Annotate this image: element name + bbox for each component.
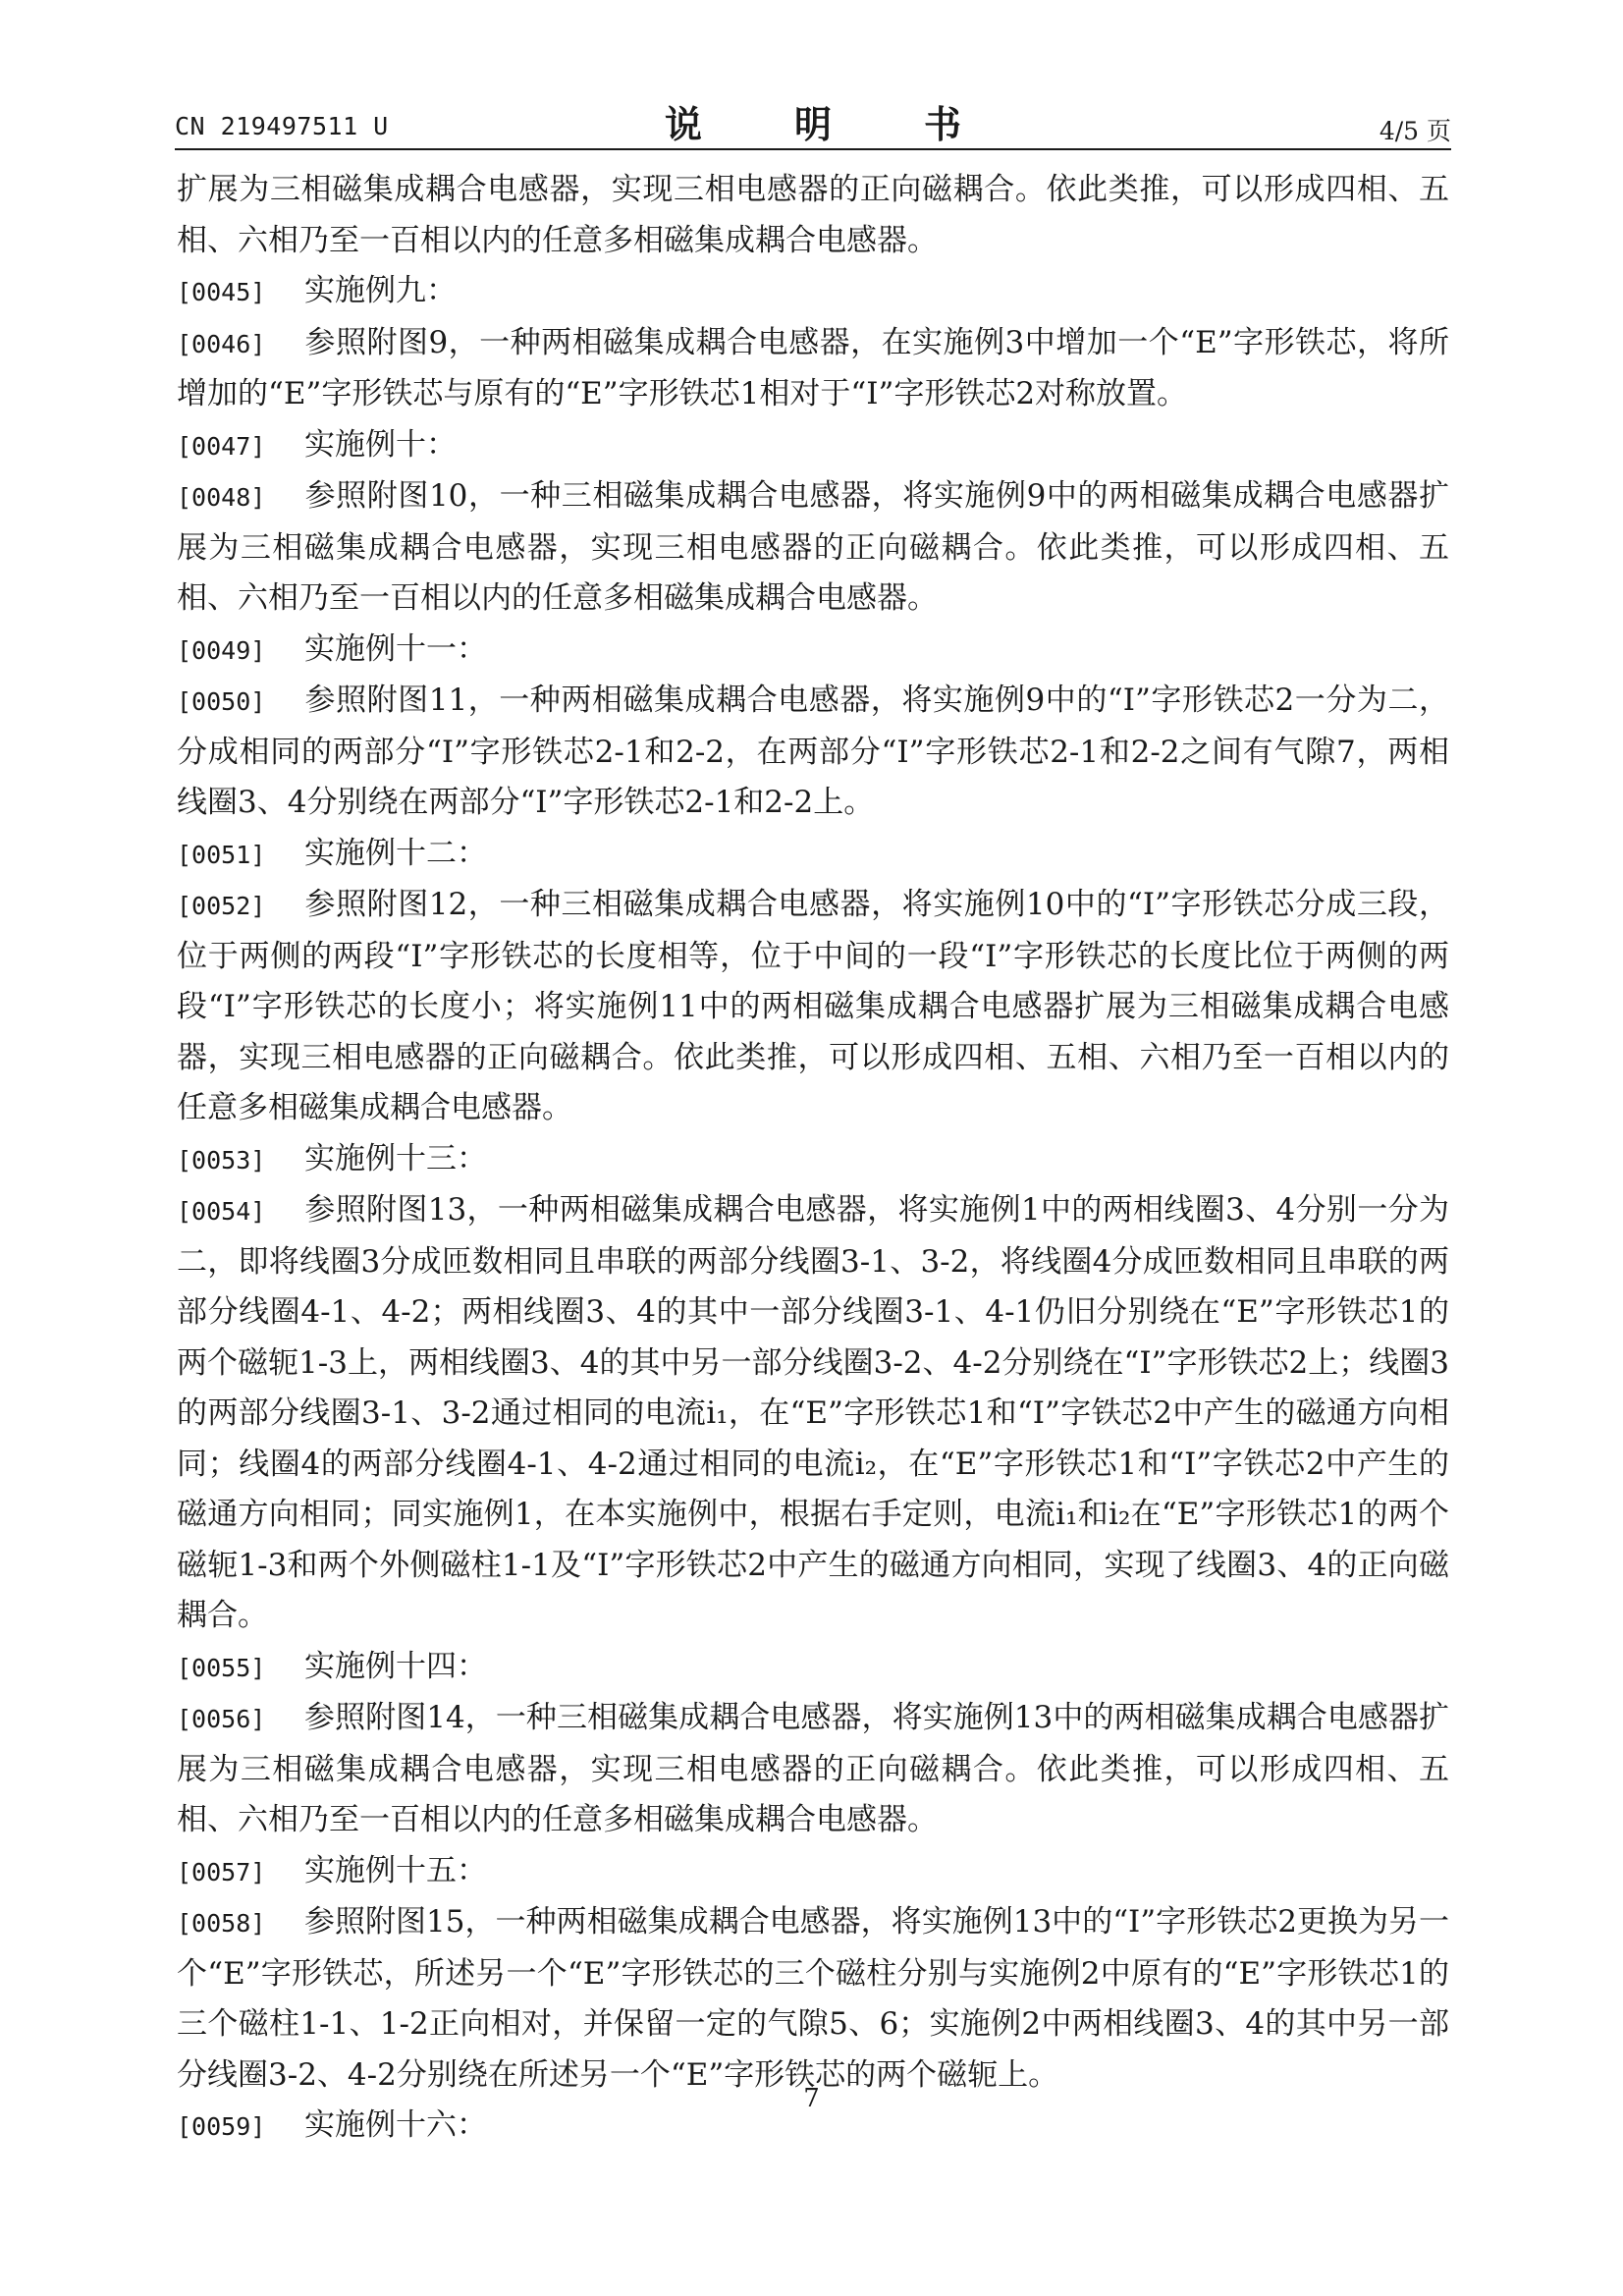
paragraph-text: 参照附图9，一种两相磁集成耦合电感器，在实施例3中增加一个“E”字形铁芯，将所增加的“E”字形铁芯与原有的“E”字形铁芯1相对于“I”字形铁芯2对称放置。 <box>177 324 1449 411</box>
paragraph-text: 实施例十五： <box>304 1852 487 1888</box>
paragraph-number: [0046] <box>177 329 266 358</box>
paragraph-0055 <box>177 1642 1449 1694</box>
document-title: 说 明 书 <box>664 103 989 146</box>
page-header <box>175 90 1451 149</box>
paragraph-text: 参照附图14，一种三相磁集成耦合电感器，将实施例13中的两相磁集成耦合电感器扩展为三相磁集成耦合电感器，实现三相电感器的正向磁耦合。依此类推，可以形成四相、五相、六相乃至一百相以内的任意多相磁集成耦合电感器。 <box>177 1700 1449 1837</box>
paragraph-text: 实施例十六： <box>304 2107 487 2143</box>
paragraph-text: 实施例十三： <box>304 1140 487 1176</box>
paragraph-0056 <box>177 1693 1449 1846</box>
page-count: 4/5 页 <box>1379 117 1451 145</box>
header-divider <box>175 148 1451 150</box>
paragraph-number: [0045] <box>177 278 266 306</box>
paragraph-number: [0056] <box>177 1705 266 1733</box>
paragraph-number: [0054] <box>177 1197 266 1226</box>
paragraph-text: 实施例十二： <box>304 835 487 871</box>
paragraph-text: 参照附图12，一种三相磁集成耦合电感器，将实施例10中的“I”字形铁芯分成三段，位于两侧的两段“I”字形铁芯的长度相等，位于中间的一段“I”字形铁芯的长度比位于两侧的两段“I”字形铁芯的长度小；将实施例11中的两相磁集成耦合电感器扩展为三相磁集成耦合电感器，实现三相电感器的正向磁耦合。依此类推，可以形成四相、五相、六相乃至一百相以内的任意多相磁集成耦合电感器。 <box>177 887 1449 1125</box>
paragraph-0052 <box>177 880 1449 1134</box>
paragraph-0049 <box>177 625 1449 677</box>
paragraph-0048 <box>177 471 1449 625</box>
paragraph-number: [0055] <box>177 1653 266 1682</box>
paragraph-0050 <box>177 676 1449 829</box>
paragraph-number: [0053] <box>177 1145 266 1175</box>
paragraph-number: [0057] <box>177 1857 266 1886</box>
paragraph-text: 实施例九： <box>304 273 457 308</box>
paragraph-0047 <box>177 420 1449 472</box>
paragraph-0045 <box>177 266 1449 318</box>
paragraph-0051 <box>177 829 1449 881</box>
paragraph-number: [0052] <box>177 892 266 920</box>
paragraph-number: [0050] <box>177 687 266 716</box>
document-body <box>177 165 1449 2153</box>
paragraph-text: 实施例十四： <box>304 1648 487 1684</box>
paragraph-0058 <box>177 1897 1449 2101</box>
paragraph-number: [0047] <box>177 431 266 461</box>
paragraph-0054 <box>177 1185 1449 1642</box>
paragraph-number: [0059] <box>177 2112 266 2141</box>
paragraph-0053 <box>177 1134 1449 1186</box>
paragraph-0046 <box>177 318 1449 420</box>
paragraph-text: 参照附图15，一种两相磁集成耦合电感器，将实施例13中的“I”字形铁芯2更换为另一个“E”字形铁芯，所述另一个“E”字形铁芯的三个磁柱分别与实施例2中原有的“E”字形铁芯1的三个磁柱1-1、1-2正向相对，并保留一定的气隙5、6；实施例2中两相线圈3、4的其中另一部分线圈3-2、4-2分别绕在所述另一个“E”字形铁芯的两个磁轭上。 <box>177 1904 1449 2093</box>
paragraph-number: [0051] <box>177 840 266 869</box>
continued-paragraph: 扩展为三相磁集成耦合电感器，实现三相电感器的正向磁耦合。依此类推，可以形成四相、五相、六相乃至一百相以内的任意多相磁集成耦合电感器。 <box>177 172 1449 258</box>
paragraph-number: [0058] <box>177 1909 266 1938</box>
publication-number: CN 219497511 U <box>175 112 389 140</box>
paragraph-text: 参照附图11，一种两相磁集成耦合电感器，将实施例9中的“I”字形铁芯2一分为二，分成相同的两部分“I”字形铁芯2-1和2-2，在两部分“I”字形铁芯2-1和2-2之间有气隙7，两相线圈3、4分别绕在两部分“I”字形铁芯2-1和2-2上。 <box>177 683 1449 820</box>
paragraph-number: [0048] <box>177 483 266 512</box>
paragraph-number: [0049] <box>177 635 266 665</box>
paragraph-text: 实施例十一： <box>304 630 487 667</box>
paragraph-text: 参照附图10，一种三相磁集成耦合电感器，将实施例9中的两相磁集成耦合电感器扩展为三相磁集成耦合电感器，实现三相电感器的正向磁耦合。依此类推，可以形成四相、五相、六相乃至一百相以内的任意多相磁集成耦合电感器。 <box>177 478 1449 616</box>
page-number: 7 <box>803 2084 820 2113</box>
paragraph-0057 <box>177 1846 1449 1898</box>
paragraph-text: 实施例十： <box>304 426 457 463</box>
paragraph-text: 参照附图13，一种两相磁集成耦合电感器，将实施例1中的两相线圈3、4分别一分为二，即将线圈3分成匝数相同且串联的两部分线圈3-1、3-2，将线圈4分成匝数相同且串联的两部分线圈4-1、4-2；两相线圈3、4的其中一部分线圈3-1、4-1仍旧分别绕在“E”字形铁芯1的两个磁轭1-3上，两相线圈3、4的其中另一部分线圈3-2、4-2分别绕在“I”字形铁芯2上；线圈3的两部分线圈3-1、3-2通过相同的电流i₁，在“E”字形铁芯1和“I”字铁芯2中产生的磁通方向相同；线圈4的两部分线圈4-1、4-2通过相同的电流i₂，在“E”字形铁芯1和“I”字铁芯2中产生的磁通方向相同；同实施例1，在本实施例中，根据右手定则，电流i₁和i₂在“E”字形铁芯1的两个磁轭1-3和两个外侧磁柱1-1及“I”字形铁芯2中产生的磁通方向相同，实现了线圈3、4的正向磁耦合。 <box>177 1192 1449 1633</box>
